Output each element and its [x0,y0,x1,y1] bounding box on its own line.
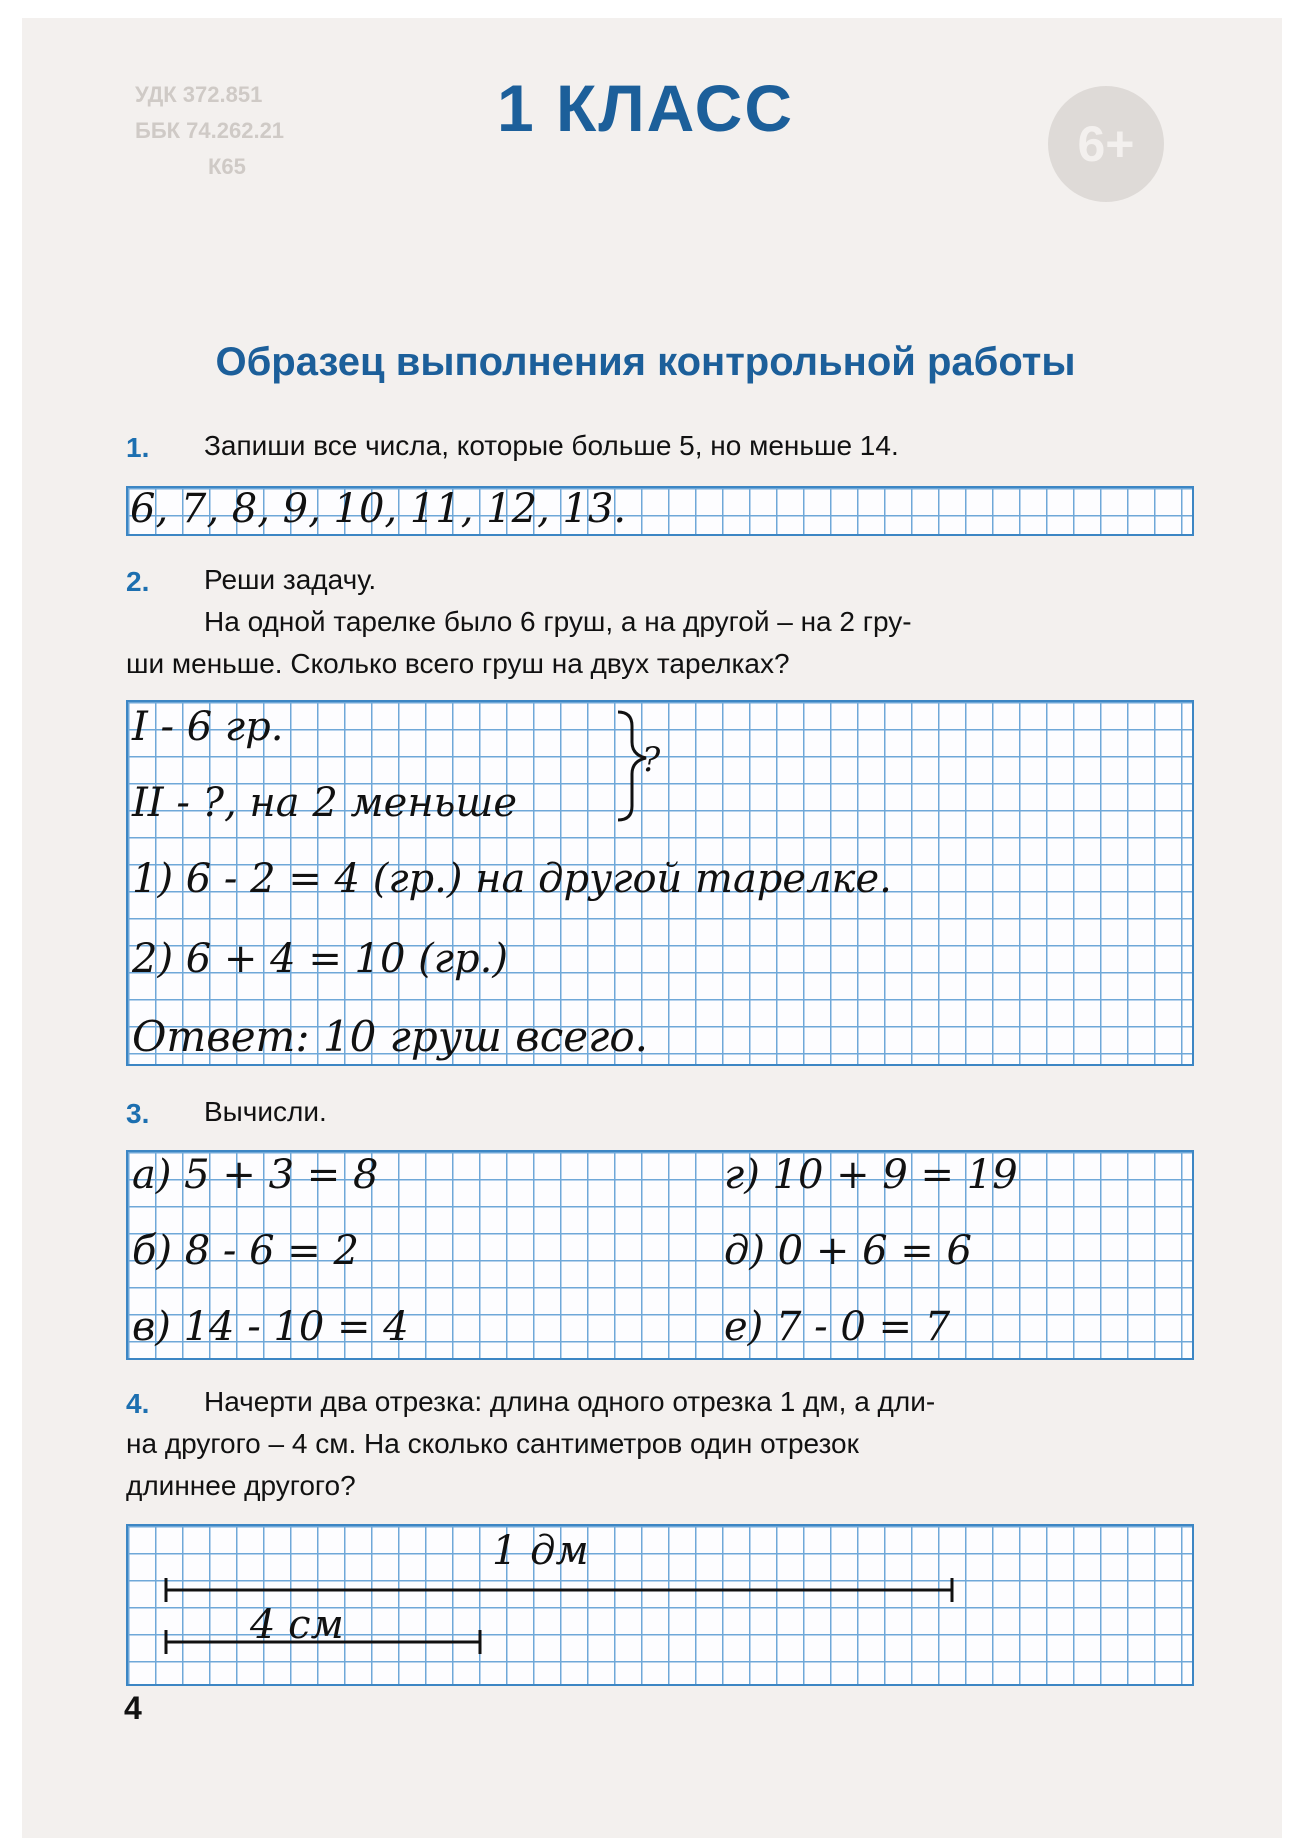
task-3-item-b: б) 8 - 6 = 2 [132,1228,359,1274]
task-3-item-v: в) 14 - 10 = 4 [132,1304,409,1350]
task-2-problem-line-2: ши меньше. Сколько всего груш на двух тарелках? [126,648,790,679]
page-subtitle: Образец выполнения контрольной работы [215,340,1076,384]
task-2-text: Реши задачу. [204,564,377,595]
segment-1dm-label: 1 дм [492,1528,589,1574]
task-2-step-1: 1) 6 - 2 = 4 (гр.) на другой тарелке. [132,856,892,902]
udk-ghost: УДК 372.851 [135,82,263,107]
age-badge: 6+ [1048,86,1164,202]
task-2-step-2: 2) 6 + 4 = 10 (гр.) [132,936,508,982]
page-number: 4 [124,1690,142,1726]
task-2-problem-line-1: На одной тарелке было 6 груш, а на другой – на 2 гру- [204,606,912,637]
task-4-text-line-1: Начерти два отрезка: длина одного отрезка 1 дм, а дли- [204,1386,936,1417]
task-2-note-2: II - ?, на 2 меньше [132,780,518,826]
task-2-question: ? [642,740,661,780]
bbk-ghost: ББК 74.262.21 [135,118,285,143]
task-3-number: 3. [126,1098,150,1129]
task-2-answer: Ответ: 10 груш всего. [132,1012,648,1061]
task-1-text: Запиши все числа, которые больше 5, но меньше 14. [204,430,899,461]
task-4-text-line-2: на другого – 4 см. На сколько сантиметров один отрезок [126,1428,859,1459]
task-3-item-e: е) 7 - 0 = 7 [724,1304,951,1350]
task-2-number: 2. [126,566,150,597]
task-4-number: 4. [126,1388,150,1419]
task-2-note-1: I - 6 гр. [132,704,284,750]
code-ghost: К65 [208,154,246,179]
task-3-item-d: д) 0 + 6 = 6 [724,1228,972,1274]
segment-4cm-label: 4 см [250,1602,344,1648]
task-1-number: 1. [126,432,150,463]
task-3-item-g: г) 10 + 9 = 19 [724,1152,1018,1198]
task-3-item-a: а) 5 + 3 = 8 [132,1152,379,1198]
task-4-text-line-3: длиннее другого? [126,1470,356,1501]
page-title: 1 КЛАСС [497,71,794,145]
brace-mark [618,712,646,820]
task-3-text: Вычисли. [204,1096,327,1127]
task-1-answer: 6, 7, 8, 9, 10, 11, 12, 13. [130,486,627,532]
